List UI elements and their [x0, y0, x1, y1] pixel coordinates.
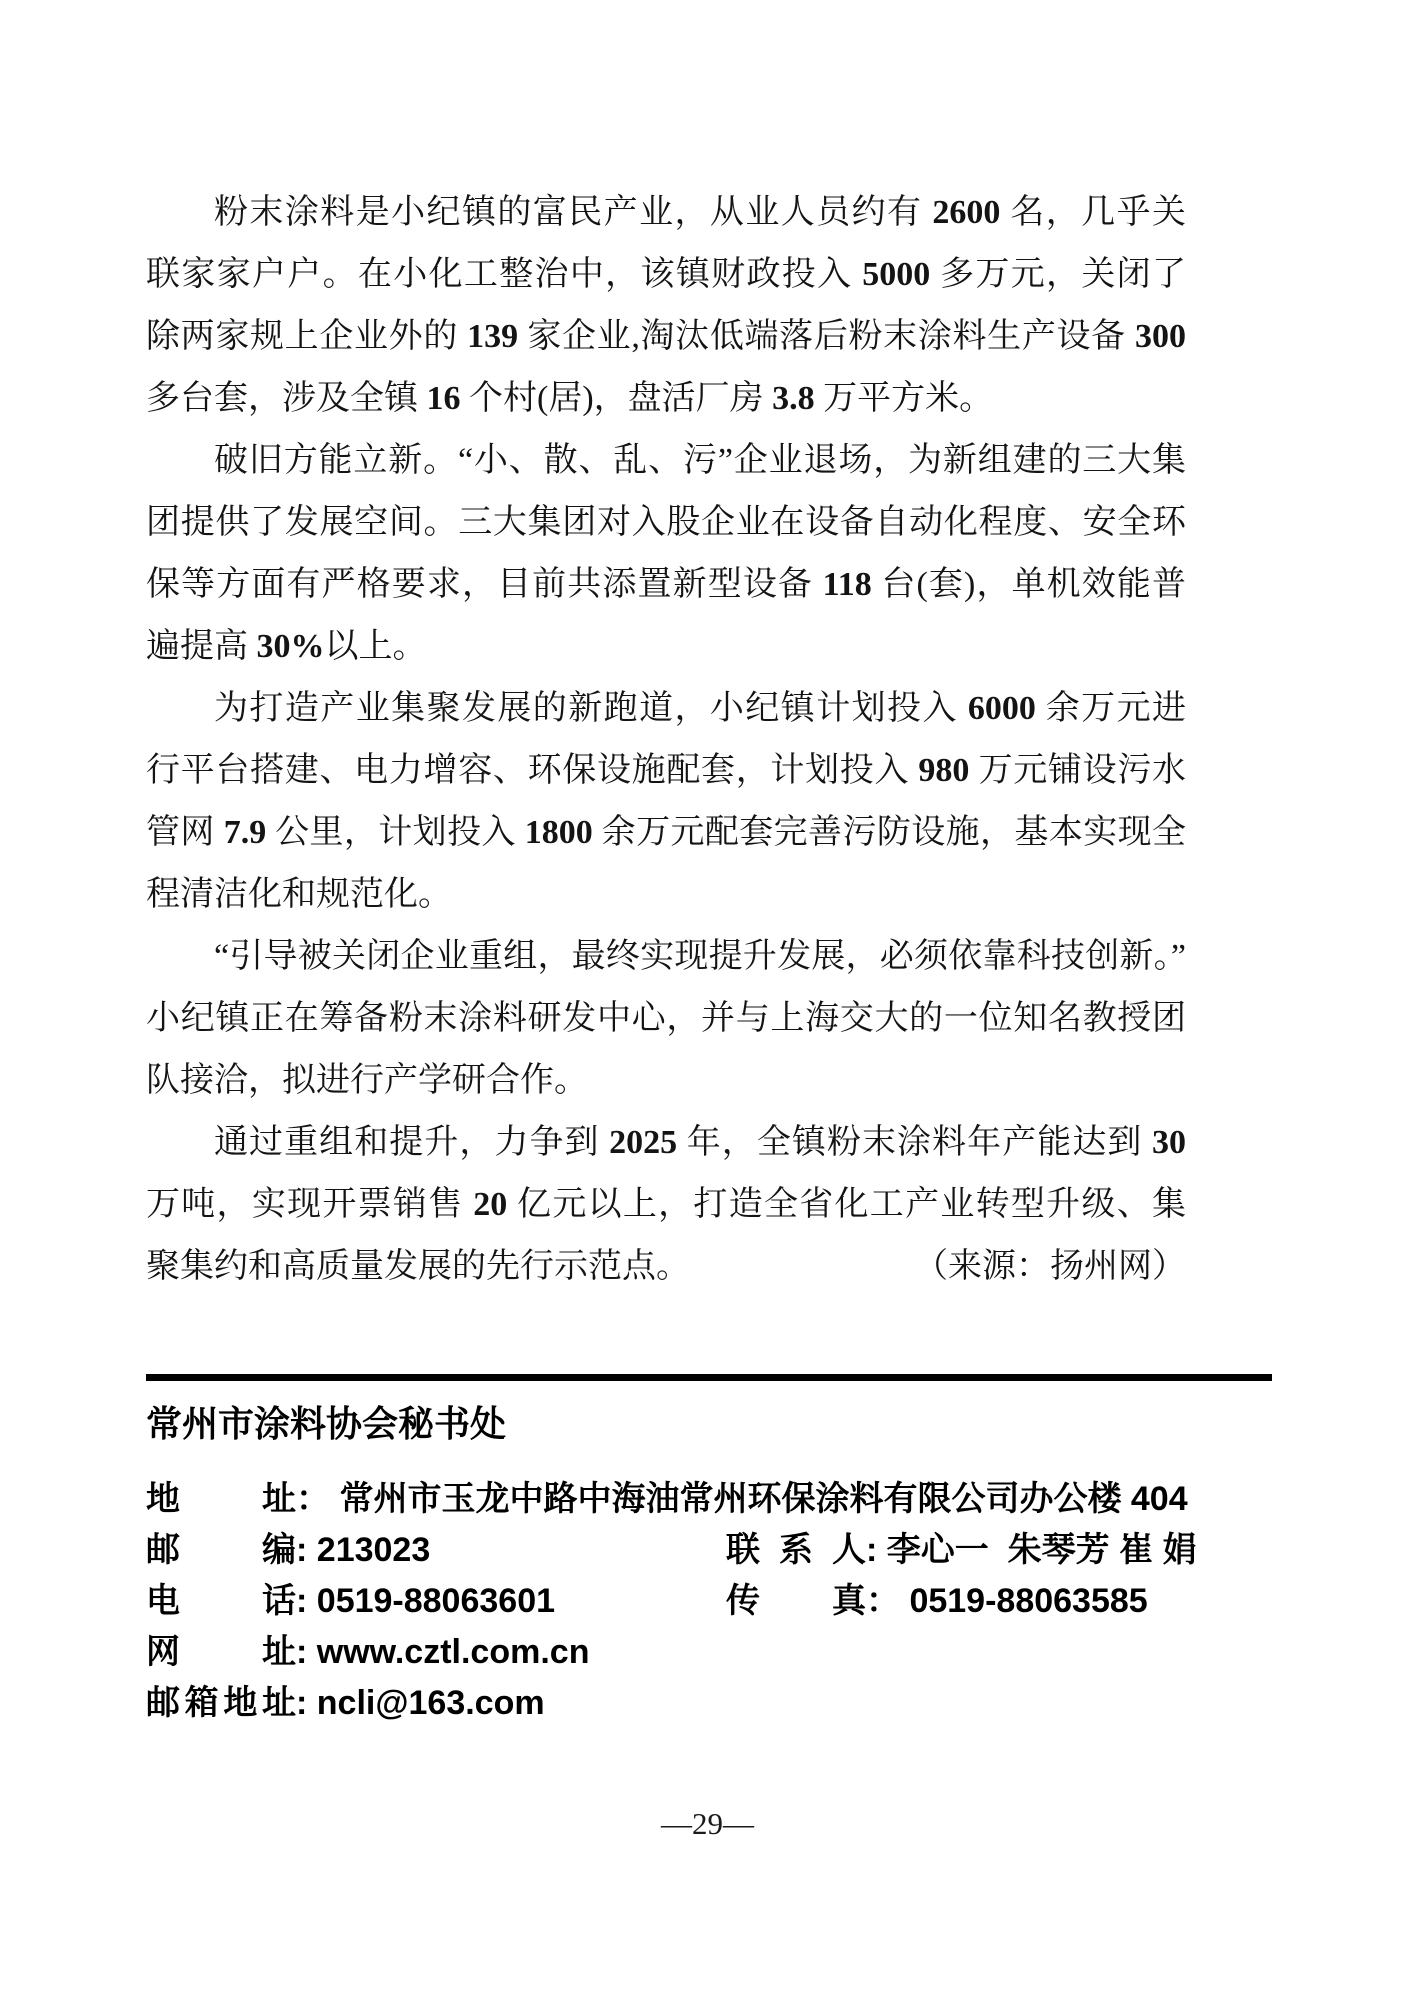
paragraph-line: 程清洁化和规范化。	[146, 876, 452, 913]
contact-value: 0519-88063601	[316, 1582, 556, 1620]
paragraph-line: 联家家户户。在小化工整治中，该镇财政投入 5000 多万元，关闭了	[146, 256, 1186, 293]
contact-label: 地址	[146, 1480, 296, 1518]
contact-label: 传真	[726, 1582, 866, 1620]
paragraph-line: 除两家规上企业外的 139 家企业,淘汰低端落后粉末涂料生产设备 300	[146, 318, 1187, 355]
contact-cell-left: 邮编: 213023	[146, 1525, 726, 1576]
contact-cell-right: 联系人: 李心一 朱琴芳 崔 娟	[726, 1525, 1272, 1576]
paragraph-line: 万吨，实现开票销售 20 亿元以上，打造全省化工产业转型升级、集	[146, 1186, 1187, 1223]
paragraph-line: 队接洽，拟进行产学研合作。	[146, 1062, 588, 1099]
footer-divider	[146, 1374, 1272, 1381]
paragraph-1	[146, 182, 1186, 430]
contact-cell-left: 地址： 常州市玉龙中路中海油常州环保涂料有限公司办公楼 404	[146, 1474, 1188, 1525]
paragraph-line: 团提供了发展空间。三大集团对入股企业在设备自动化程度、安全环	[146, 504, 1186, 541]
contact-row	[146, 1627, 1272, 1678]
paragraph-line: “引导被关闭企业重组，最终实现提升发展，必须依靠科技创新。”	[214, 938, 1186, 975]
contact-value: www.cztl.com.cn	[316, 1633, 590, 1671]
page-number: —29—	[661, 1806, 754, 1841]
contact-label: 电话	[146, 1582, 296, 1620]
contact-cell-left: 邮箱地址: ncli@163.com	[146, 1678, 726, 1729]
contact-row	[146, 1678, 1272, 1729]
paragraph-line: 管网 7.9 公里，计划投入 1800 余万元配套完善污防设施，基本实现全	[146, 814, 1187, 851]
paragraph-line	[146, 1236, 1186, 1298]
contact-cell-right: 传真： 0519-88063585	[726, 1576, 1272, 1627]
contact-label: 网址	[146, 1633, 296, 1671]
paragraph-line: 通过重组和提升，力争到 2025 年，全镇粉末涂料年产能达到 30	[214, 1124, 1187, 1161]
contact-label: 联系人	[726, 1531, 866, 1569]
paragraph-line: 多台套，涉及全镇 16 个村(居)，盘活厂房 3.8 万平方米。	[146, 380, 994, 417]
paragraph-line: 遍提高 30%以上。	[146, 628, 427, 665]
paragraph-text: 聚集约和高质量发展的先行示范点。	[146, 1248, 690, 1285]
footer-title: 常州市涂料协会秘书处	[146, 1403, 507, 1444]
contact-value: 213023	[316, 1531, 431, 1569]
contact-row	[146, 1474, 1272, 1525]
contact-cell-left: 电话: 0519-88063601	[146, 1576, 726, 1627]
paragraph-line: 破旧方能立新。“小、散、乱、污”企业退场，为新组建的三大集	[214, 442, 1186, 479]
paragraph-line: 小纪镇正在筹备粉末涂料研发中心，并与上海交大的一位知名教授团	[146, 1000, 1186, 1037]
contact-info	[146, 1474, 1272, 1729]
paragraph-line: 为打造产业集聚发展的新跑道，小纪镇计划投入 6000 余万元进	[214, 690, 1187, 727]
contact-value: 李心一 朱琴芳 崔 娟	[886, 1531, 1197, 1569]
paragraph-line: 行平台搭建、电力增容、环保设施配套，计划投入 980 万元铺设污水	[146, 752, 1187, 789]
paragraph-2	[146, 430, 1186, 678]
contact-row	[146, 1576, 1272, 1627]
paragraph-4	[146, 926, 1186, 1112]
paragraph-line: 粉末涂料是小纪镇的富民产业，从业人员约有 2600 名，几乎关	[214, 194, 1187, 231]
source-credit: （来源：扬州网）	[914, 1248, 1186, 1285]
contact-value: ncli@163.com	[316, 1684, 545, 1722]
paragraph-line: 保等方面有严格要求，目前共添置新型设备 118 台(套)，单机效能普	[146, 566, 1186, 603]
paragraph-3	[146, 678, 1186, 926]
contact-row	[146, 1525, 1272, 1576]
contact-value: 0519-88063585	[909, 1582, 1148, 1620]
contact-label: 邮箱地址	[146, 1684, 296, 1722]
paragraph-5	[146, 1112, 1186, 1298]
contact-value: 常州市玉龙中路中海油常州环保涂料有限公司办公楼 404	[339, 1480, 1188, 1518]
contact-cell-left: 网址: www.cztl.com.cn	[146, 1627, 726, 1678]
contact-label: 邮编	[146, 1531, 296, 1569]
article-body	[146, 182, 1186, 1298]
